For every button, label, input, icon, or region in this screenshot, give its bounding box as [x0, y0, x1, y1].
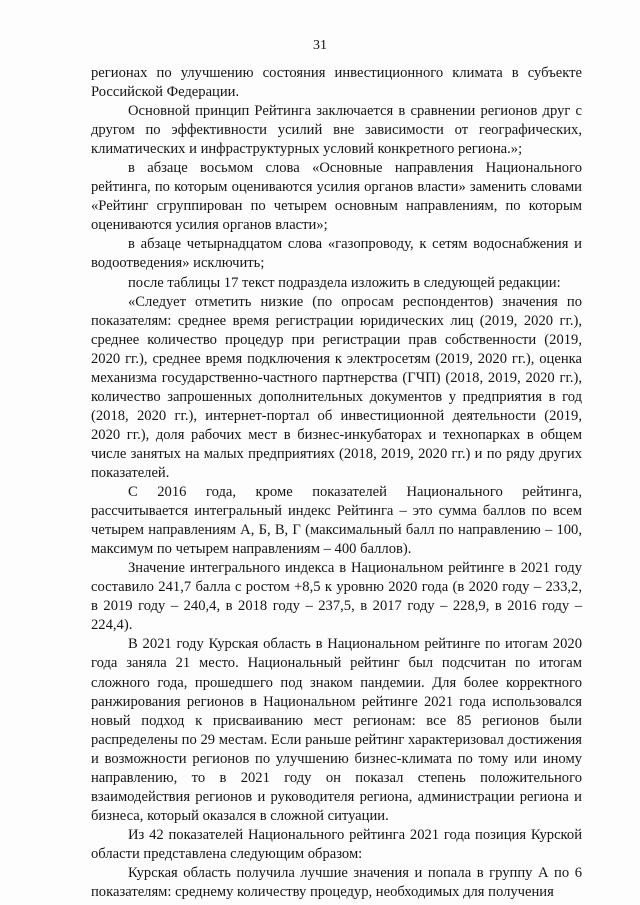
paragraph: после таблицы 17 текст подраздела изложить в следующей редакции: — [128, 274, 561, 291]
paragraph: «Следует отметить низкие (по опросам респондентов) значения по показателям: среднее время регистрации юридических лиц (2019, 2020 гг.), среднее количество процедур при регистрации прав собственности (2019, 2020 гг.), среднее время подключения к электросетям (2019, 2020 гг.), оценка механизма государственно-частного партнерства (ГЧП) (2018, 2019, 2020 гг.), количество запрошенных дополнительных документов у предприятия в год (2018, 2020 гг.), интернет-портал об инвестиционной деятельности (2019, 2020 гг.), доля рабочих мест в бизнес-инкубаторах и технопарках в общем числе занятых на малых предприятиях (2018, 2019, 2020 гг.) и по ряду других показателей. — [91, 293, 582, 481]
paragraph: С 2016 года, кроме показателей Национального рейтинга, рассчитывается интегральный индекс Рейтинга – это сумма баллов по всем четырем направлениям А, Б, В, Г (максимальный балл по направлению – 100, максимум по четырем направлениям – 400 баллов). — [91, 484, 582, 558]
paragraph: Основной принцип Рейтинга заключается в сравнении регионов друг с другом по эффективности усилий вне зависимости от географических, климатических и инфраструктурных условий конкретного региона.»; — [91, 103, 582, 158]
page-number: 31 — [313, 38, 327, 53]
paragraph: в абзаце четырнадцатом слова «газопроводу, к сетям водоснабжения и водоотведения» исключить; — [91, 236, 582, 272]
document-body — [91, 64, 582, 902]
paragraph: в абзаце восьмом слова «Основные направления Национального рейтинга, по которым оцениваются усилия органов власти» заменить словами «Рейтинг сгруппирован по четырем основным направлениям, по которым оцениваются усилия органов власти»; — [91, 160, 582, 234]
paragraph: Курская область получила лучшие значения и попала в группу А по 6 показателям: среднему количеству процедур, необходимых для получения — [91, 864, 582, 901]
paragraph: В 2021 году Курская область в Национальном рейтинге по итогам 2020 года заняла 21 место. Национальный рейтинг был подсчитан по итогам сложного года, прошедшего под знаком пандемии. Для более корректного ранжирования регионов в Национальном рейтинге 2021 года использовался новый подход к присваиванию мест регионам: все 85 регионов были распределены по 29 местам. Если раньше рейтинг характеризовал достижения и возможности регионов по улучшению бизнес-климата по тому или иному направлению, то в 2021 году он показал степень положительного взаимодействия регионов и руководителя региона, администрации региона и бизнеса, который оказался в сложной ситуации. — [91, 636, 582, 824]
paragraph: Из 42 показателей Национального рейтинга 2021 года позиция Курской области представлена следующим образом: — [91, 826, 582, 862]
paragraph: регионах по улучшению состояния инвестиционного климата в субъекте Российской Федерации. — [91, 65, 582, 101]
paragraph: Значение интегрального индекса в Национальном рейтинге в 2021 году составило 241,7 балла с ростом +8,5 к уровню 2020 года (в 2020 году – 233,2, в 2019 году – 240,4, в 2018 году – 237,5, в 2017 году – 228,9, в 2016 году – 224,4). — [91, 560, 582, 634]
